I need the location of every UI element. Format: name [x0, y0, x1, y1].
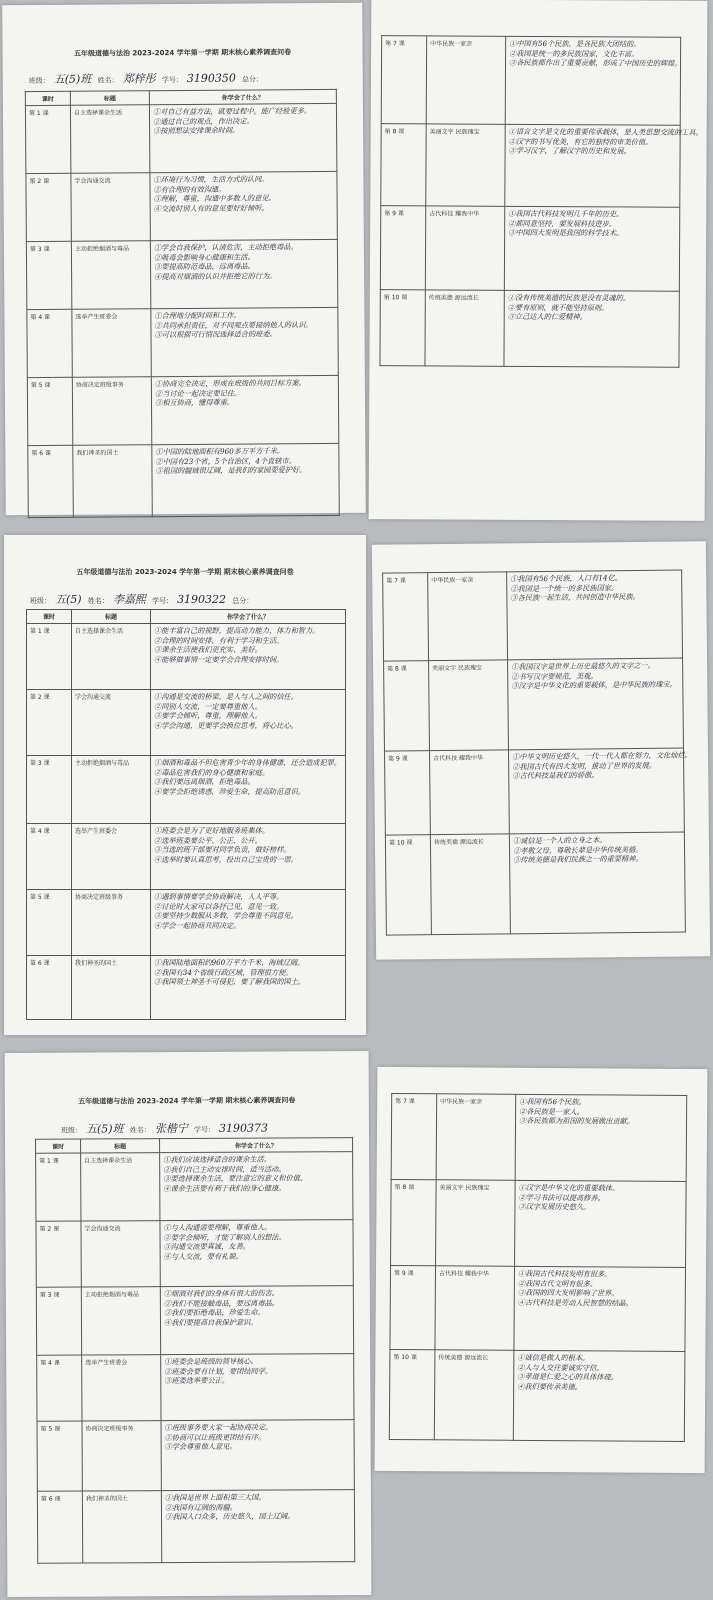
lesson-topic: 传统美德 源远流长 [425, 290, 504, 366]
answer-cell [504, 206, 679, 291]
answer-line: ③要学会倾听，尊重，理解他人。 [154, 711, 262, 721]
lesson-topic: 协商决定班级事务 [72, 890, 151, 956]
answer-line: ③课余生活使我们更充实、美好。 [154, 645, 262, 655]
answer-line: ②学习书法可以提高修养。 [518, 1192, 605, 1203]
answer-cell [151, 756, 346, 824]
table-row [36, 1152, 353, 1222]
table-row [381, 124, 680, 208]
class-value: 五(5) [55, 593, 82, 606]
lesson-topic: 自主选择课余生活 [81, 1153, 160, 1221]
answer-cell [514, 1266, 686, 1351]
table-row [37, 1420, 354, 1492]
class-label: 班级： [60, 1126, 83, 1135]
answer-line: ②协商可以让班级更团结有序。 [164, 1432, 266, 1442]
answer-line: ②人与人交往要诚实守信。 [517, 1362, 604, 1373]
answer-line: ③我们要远离烟酒，拒绝毒品。 [154, 777, 255, 787]
lesson-topic: 我们神圣的国土 [72, 956, 151, 1020]
table-row [27, 624, 346, 690]
lesson-topic: 学会沟通交流 [71, 173, 150, 242]
lesson-number: 第 10 课 [389, 1349, 435, 1439]
answer-cell [151, 956, 346, 1020]
answer-line: ①汉字是中华文化的重要载体。 [518, 1182, 620, 1193]
answer-cell [161, 1354, 354, 1421]
answer-cell [509, 832, 685, 934]
answer-line: ②班委会要有计划，要团结同学。 [164, 1366, 273, 1376]
table-row [27, 690, 346, 756]
answer-line: ①诚信是一个人的立身之本。 [512, 835, 607, 846]
answer-line: ③按照想法安排课余时间。 [153, 126, 240, 136]
lesson-number: 第 5 课 [27, 377, 72, 445]
survey-table-second-half [389, 1093, 687, 1442]
survey-table-first-half [26, 609, 346, 1020]
answer-line: ③各民族都为祖国的发展做出贡献。 [519, 1116, 635, 1127]
name-label: 姓名： [97, 76, 119, 85]
answer-line: ④要学会拒绝诱惑，珍爱生命，提高防范意识。 [154, 787, 305, 797]
answer-line: ①烟酒对我们的身体有很大的伤害。 [163, 1288, 279, 1299]
answer-line: ③要提高防范毒品，远离毒品。 [154, 261, 255, 272]
worksheet-title: 五年级道德与法治 2023-2024 学年第一学期 期末核心素养调查问卷 [73, 48, 292, 58]
answer-line: ③要选择课余生活，要注意它的意义和价值。 [163, 1173, 308, 1184]
answer-cell [513, 1350, 685, 1441]
answer-cell [161, 1490, 354, 1563]
lesson-topic: 主动拒绝烟酒与毒品 [71, 241, 150, 310]
lesson-topic: 美丽文字 民族瑰宝 [426, 124, 505, 206]
answer-line: ④选举时要认真思考，投出自己宝贵的一票。 [154, 855, 298, 865]
answer-line: ③沟通交流要真诚，友善。 [163, 1242, 250, 1252]
answer-cell [507, 570, 683, 660]
answer-cell [508, 658, 684, 750]
lesson-topic: 中华民族一家亲 [426, 36, 505, 124]
answer-cell [515, 1180, 687, 1267]
class-value: 五(5)班 [85, 1122, 124, 1136]
answer-line: ④提高对烟酒的认识并拒绝它的行为。 [154, 271, 277, 282]
answer-cell [160, 1286, 353, 1355]
header-learned: 你学会了什么？ [149, 89, 336, 104]
answer-line: ①协商完全决定，形成在班级的共同目标方案。 [154, 378, 306, 389]
header-lesson: 课时 [25, 91, 70, 105]
answer-cell [151, 824, 346, 890]
answer-line: ③汉字是中华文化的重要载体，是中华民族的瑰宝。 [511, 680, 677, 691]
id-value: 3190373 [219, 1121, 269, 1135]
answer-line: ②吸毒会影响身心健康和生活。 [153, 252, 255, 262]
lesson-number: 第 6 课 [37, 1491, 82, 1563]
table-row [36, 1286, 353, 1356]
lesson-number: 第 9 课 [380, 206, 425, 290]
answer-line: ③中国四大发明是我国的科学技术。 [508, 228, 624, 238]
lesson-topic: 古代科技 耀我中华 [435, 1266, 515, 1351]
lesson-topic: 主动拒绝烟酒与毒品 [72, 756, 151, 824]
survey-table-second-half [379, 35, 703, 368]
lesson-topic: 主动拒绝烟酒与毒品 [81, 1287, 160, 1355]
answer-cell [160, 1220, 353, 1287]
answer-line: ①我国古代科技发明几千年的历史。 [508, 208, 624, 219]
lesson-number: 第 8 课 [381, 124, 426, 206]
lesson-number: 第 7 课 [381, 36, 426, 124]
answer-line: ②通过自己的观点，作出决定。 [153, 116, 254, 126]
answer-line: ②我国有辽阔的海疆。 [164, 1502, 237, 1512]
table-row [27, 375, 338, 445]
name-value: 郑梓彤 [122, 72, 156, 86]
id-label: 学号： [194, 1125, 216, 1134]
header-learned: 你学会了什么？ [160, 1138, 353, 1153]
lesson-number: 第 8 课 [391, 1179, 437, 1265]
lesson-number: 第 8 课 [384, 661, 430, 751]
answer-line: ①烟酒和毒品不但危害青少年的身体健康，还会造成犯罪。 [154, 758, 341, 767]
table-row [384, 748, 684, 835]
answer-line: ①中国的陆地面积有960多万平方千米。 [155, 446, 285, 457]
table-row [27, 307, 338, 377]
lesson-topic: 美丽文字 民族瑰宝 [436, 1180, 516, 1267]
lesson-topic: 我们神圣的国土 [73, 445, 153, 518]
answer-line: ③立己达人的仁爱精神。 [507, 312, 587, 322]
answer-line: ④学会沟通，更要学会换位思考，将心比心。 [154, 721, 298, 731]
answer-cell [150, 239, 337, 308]
answer-line: ③理解，尊重，沟通中多数人的意见。 [153, 193, 276, 204]
answer-line: ④我们要提高自我保护意识。 [163, 1317, 258, 1328]
lesson-topic: 我们神圣的国土 [82, 1491, 161, 1563]
answer-line: ①我国有56个民族，人口有14亿。 [510, 573, 622, 584]
id-value: 3190322 [177, 593, 227, 606]
answer-line: ③当选的班干部要对同学负责，做好榜样。 [154, 845, 291, 855]
answer-line: ②我们不能接触毒品，要远离毒品。 [163, 1298, 279, 1308]
answer-line: ④能够做事情一定要学会合理安排时间。 [154, 655, 284, 665]
answer-line: ①中华文明历史悠久，一代一代人都在努力，文化灿烂。 [512, 750, 692, 762]
answer-cell [508, 748, 692, 834]
answer-line: ②孝敬父母，尊敬长辈是中华传统美德。 [512, 844, 643, 856]
answer-line: ①班委会是班级的领导核心。 [164, 1356, 258, 1367]
answer-line: ②选举班委要公平、公正、公开。 [154, 835, 262, 845]
answer-cell [504, 290, 679, 367]
class-value: 五(5)班 [53, 72, 92, 86]
id-label: 学号： [152, 597, 174, 605]
worksheet-title: 五年级道德与法治 2023-2024 学年第一学期 期末核心素养调查问卷 [78, 1096, 296, 1106]
answer-line: ②我国是统一的多民族国家，文化丰富。 [509, 48, 639, 59]
answer-line: ④学会一起协商共同决定。 [154, 921, 241, 931]
score-label: 总分： [242, 75, 264, 84]
answer-line: ③祖国的疆域很辽阔，是我们的家园要爱护好。 [155, 465, 307, 476]
lesson-number: 第 9 课 [384, 751, 430, 835]
answer-line: ③相互协商，懂得尊重。 [154, 398, 235, 408]
answer-line: ②共同承担责任，对不同观点要接纳他人的认识。 [154, 319, 313, 330]
table-row [25, 103, 336, 173]
answer-line: ②我国是一个统一的多民族国家。 [510, 582, 619, 594]
answer-line: ①班委会是为了更好地服务班集体。 [154, 826, 270, 835]
answer-line: ④古代科技是劳动人民智慧的结晶。 [517, 1297, 633, 1308]
lesson-number: 第 6 课 [27, 956, 72, 1020]
answer-line: ③各民族都作出了重要贡献，形成了中国历史的辉煌。 [509, 58, 682, 69]
lesson-topic: 选举产生班委会 [72, 824, 151, 890]
lesson-number: 第 7 课 [383, 573, 429, 661]
student-info-line [30, 591, 253, 607]
answer-line: ①沟通是交流的桥梁，是人与人之间的信任。 [154, 692, 298, 701]
answer-line: ②讨论时大家可以各抒己见，意见一致。 [154, 901, 284, 911]
answer-line: ②同别人交流，一定要尊重他人。 [154, 701, 262, 711]
answer-line: ③学会尊重他人意见。 [164, 1442, 237, 1452]
name-value: 李嘉熙 [112, 593, 146, 606]
lesson-topic: 传统美德 源远流长 [430, 834, 510, 935]
worksheet-title: 五年级道德与法治 2023-2024 学年第一学期 期末核心素养调查问卷 [76, 568, 294, 576]
class-label: 班级： [28, 76, 50, 86]
table-row [37, 1354, 354, 1422]
answer-line: ③古代科技是我们的骄傲。 [512, 770, 599, 781]
header-lesson: 课时 [27, 610, 72, 624]
answer-line: ②书写汉字要规范，美观。 [511, 671, 598, 682]
answer-line: ④交流时别人有的意见要好好倾听。 [153, 203, 269, 214]
lesson-topic: 中华民族一家亲 [436, 1094, 516, 1181]
answer-line: ③我国领土神圣不可侵犯，要了解我国的国土。 [154, 977, 305, 987]
id-value: 3190350 [186, 71, 236, 85]
worksheet-3-page-1 [5, 1051, 372, 1597]
answer-line: ②我国古代文明有很多。 [517, 1278, 598, 1289]
worksheet-1-page-2 [369, 0, 708, 521]
lesson-number: 第 3 课 [27, 756, 72, 824]
lesson-topic: 传统美德 源远流长 [434, 1350, 514, 1441]
score-label: 总分： [232, 597, 254, 605]
table-row [37, 1490, 354, 1564]
answer-line: ①对自己有益方法，就要过程中，能广经验更多。 [152, 106, 312, 117]
answer-cell [161, 1420, 354, 1491]
header-topic: 标题 [72, 610, 151, 624]
table-row [391, 1093, 687, 1181]
worksheet-3-page-2 [375, 1067, 708, 1473]
answer-line: ①我国有56个民族。 [519, 1096, 586, 1107]
table-row [27, 956, 346, 1020]
answer-cell [160, 1152, 353, 1221]
answer-cell [151, 307, 338, 376]
lesson-topic: 选举产生班委会 [82, 1355, 161, 1421]
answer-line: ①遇到事情要学会协商解决，人人平等。 [154, 892, 284, 901]
header-lesson: 课时 [36, 1139, 81, 1153]
lesson-number: 第 7 课 [391, 1093, 437, 1179]
table-row [27, 890, 346, 956]
header-learned: 你学会了什么？ [151, 610, 346, 624]
answer-line: ①能丰富自己的视野，提高动力能力，体力和智力。 [154, 626, 320, 635]
lesson-topic: 自主选择课余生活 [72, 624, 151, 690]
lesson-number: 第 4 课 [37, 1355, 82, 1421]
lesson-topic: 协商决定班级事务 [82, 1421, 161, 1491]
answer-line: ①我国古代科技发明有很多。 [517, 1268, 612, 1279]
lesson-topic: 选举产生班委会 [72, 309, 151, 378]
lesson-number: 第 1 课 [36, 1153, 81, 1221]
answer-line: ③可以根据可行情况选择适合的班委。 [154, 329, 277, 340]
lesson-number: 第 5 课 [37, 1421, 82, 1491]
answer-line: ③我国的四大发明影响了世界。 [517, 1288, 619, 1298]
answer-line: ②我们自己主动安排时间，适当活动。 [163, 1164, 286, 1174]
table-row [384, 658, 684, 751]
answer-cell [505, 124, 703, 207]
answer-line: ②要学会倾听，才能了解别人的想法。 [163, 1232, 286, 1242]
answer-line: ④课余生活要有利于我们的身心健康。 [163, 1183, 286, 1194]
table-row [27, 824, 346, 890]
name-value: 张楷宁 [154, 1121, 188, 1136]
table-row [27, 756, 346, 824]
table-row [28, 443, 339, 517]
survey-table-second-half [382, 570, 692, 936]
answer-cell [151, 890, 346, 956]
lesson-number: 第 1 课 [25, 105, 70, 173]
table-row [389, 1349, 685, 1441]
answer-cell [152, 443, 339, 516]
answer-line: ②有合理的有效沟通。 [153, 184, 226, 194]
answer-line: ②毒品危害我们的身心健康和家庭。 [154, 767, 270, 777]
header-topic: 标题 [70, 91, 149, 106]
table-row [380, 290, 679, 368]
table-row [390, 1265, 686, 1351]
table-row [26, 239, 337, 309]
answer-line: ③要坚持少数服从多数，学会尊重不同意见。 [154, 911, 298, 921]
lesson-topic: 美丽文字 民族瑰宝 [429, 660, 509, 751]
answer-line: ④与人交流，要有礼貌。 [163, 1251, 243, 1262]
answer-line: ①中国有56个民族，是各民族大团结的。 [509, 38, 641, 49]
answer-line: ①环境行为习惯，生活方式的认同。 [153, 174, 269, 185]
table-row [383, 570, 683, 661]
worksheet-2-page-2 [372, 541, 710, 959]
answer-line: ②我国有34个省级行政区域，管理很方便。 [154, 967, 293, 977]
answer-line: ④我们要传承美德。 [517, 1381, 582, 1392]
lesson-topic: 古代科技 耀我中华 [425, 206, 504, 290]
lesson-number: 第 4 课 [27, 824, 72, 890]
answer-line: ②要有原则，就不能坚持原则。 [507, 302, 609, 313]
answer-line: ①我国汉字是世界上历史最悠久的文字之一。 [511, 660, 655, 672]
answer-line: ③学习汉字，了解汉字的历史和发展。 [508, 146, 631, 156]
answer-line: ②都同意坚持，要发展科技进步。 [508, 218, 617, 229]
lesson-topic: 协商决定班级事务 [72, 377, 151, 446]
lesson-number: 第 2 课 [26, 173, 71, 241]
worksheet-1-page-1 [2, 3, 366, 516]
answer-line: ①没有传统美德的民族是没有灵魂的。 [507, 292, 631, 303]
answer-line: ①学会自我保护，认清危害，主动拒绝毒品。 [153, 242, 298, 253]
answer-cell [505, 36, 680, 125]
answer-line: ①我国是世界上面积第三大国。 [164, 1492, 266, 1503]
lesson-number: 第 3 课 [26, 241, 71, 309]
lesson-topic: 中华民族一家亲 [428, 572, 508, 661]
answer-line: ①班级事务要大家一起协商决定。 [164, 1422, 273, 1433]
lesson-number: 第 9 课 [390, 1265, 436, 1349]
lesson-number: 第 10 课 [380, 290, 425, 366]
answer-line: ②中国有23个省，5个自治区，4个直辖市。 [155, 455, 296, 466]
table-row [391, 1179, 687, 1267]
survey-table-first-half [35, 1137, 355, 1564]
table-row [380, 206, 679, 292]
answer-cell [515, 1094, 687, 1181]
answer-line: ②汉字的书写优美，有它的独特的审美价值。 [508, 136, 653, 147]
id-label: 学号： [161, 76, 183, 85]
answer-line: ①语言文字是文化的重要传承载体，是人类思想交流的工具。 [508, 126, 703, 137]
answer-line: ①我们应该选择适合的课余生活。 [163, 1154, 271, 1165]
answer-line: ③孝道是仁爱之心的具体体现。 [517, 1372, 618, 1382]
lesson-number: 第 2 课 [36, 1221, 81, 1287]
answer-line: ③我们要拒绝毒品，珍爱生命。 [163, 1308, 265, 1318]
answer-line: ②我国古代有四大发明，推动了世界的发展。 [512, 760, 656, 772]
answer-line: ②各民族是一家人。 [519, 1106, 584, 1117]
answer-cell [149, 103, 336, 172]
answer-line: ③汉字发展历史悠久。 [518, 1202, 591, 1212]
lesson-number: 第 1 课 [27, 624, 72, 690]
student-info-line [29, 69, 263, 87]
lesson-number: 第 3 课 [36, 1287, 81, 1355]
answer-line: ③班委选举要公正。 [164, 1376, 230, 1386]
class-label: 班级： [30, 597, 51, 605]
answer-cell [151, 690, 346, 756]
student-info-line [61, 1120, 272, 1137]
lesson-topic: 自主选择课余生活 [70, 105, 149, 174]
name-label: 姓名： [87, 597, 109, 605]
lesson-number: 第 4 课 [27, 309, 72, 377]
answer-line: ①与人沟通需要理解，尊重他人。 [163, 1222, 272, 1233]
answer-line: ②当讨论一起决定要记住。 [154, 388, 242, 398]
answer-line: ①诚信是做人的根本。 [517, 1352, 590, 1363]
lesson-number: 第 5 课 [27, 890, 72, 956]
lesson-number: 第 10 课 [385, 835, 431, 935]
answer-line: ②合理的时间安排，有利于学习和生活。 [154, 635, 284, 645]
table-row [385, 832, 685, 935]
header-topic: 标题 [81, 1139, 160, 1153]
answer-cell [150, 171, 337, 240]
table-row [26, 171, 337, 241]
answer-line: ③我国人口众多，历史悠久，国土辽阔。 [164, 1511, 295, 1522]
lesson-number: 第 2 课 [27, 690, 72, 756]
lesson-number: 第 6 课 [28, 445, 74, 517]
answer-line: ③传统美德是我们民族之一的重要精神。 [513, 854, 643, 865]
table-row [381, 36, 680, 126]
lesson-topic: 古代科技 耀我中华 [429, 750, 509, 835]
survey-table-first-half [25, 89, 340, 518]
worksheet-2-page-1 [4, 535, 366, 1035]
lesson-topic: 学会沟通交流 [72, 690, 151, 756]
name-label: 姓名： [129, 1126, 151, 1135]
answer-line: ①合理地分配时间和工作。 [154, 310, 241, 321]
lesson-topic: 学会沟通交流 [81, 1221, 160, 1287]
answer-line: ③各民族一起生活，共同创造中华民族。 [510, 592, 640, 603]
table-row [36, 1220, 353, 1288]
answer-line: ①我国陆地面积约960万平方千米，海域辽阔。 [154, 958, 305, 967]
answer-cell [151, 375, 338, 444]
answer-cell [151, 624, 346, 690]
